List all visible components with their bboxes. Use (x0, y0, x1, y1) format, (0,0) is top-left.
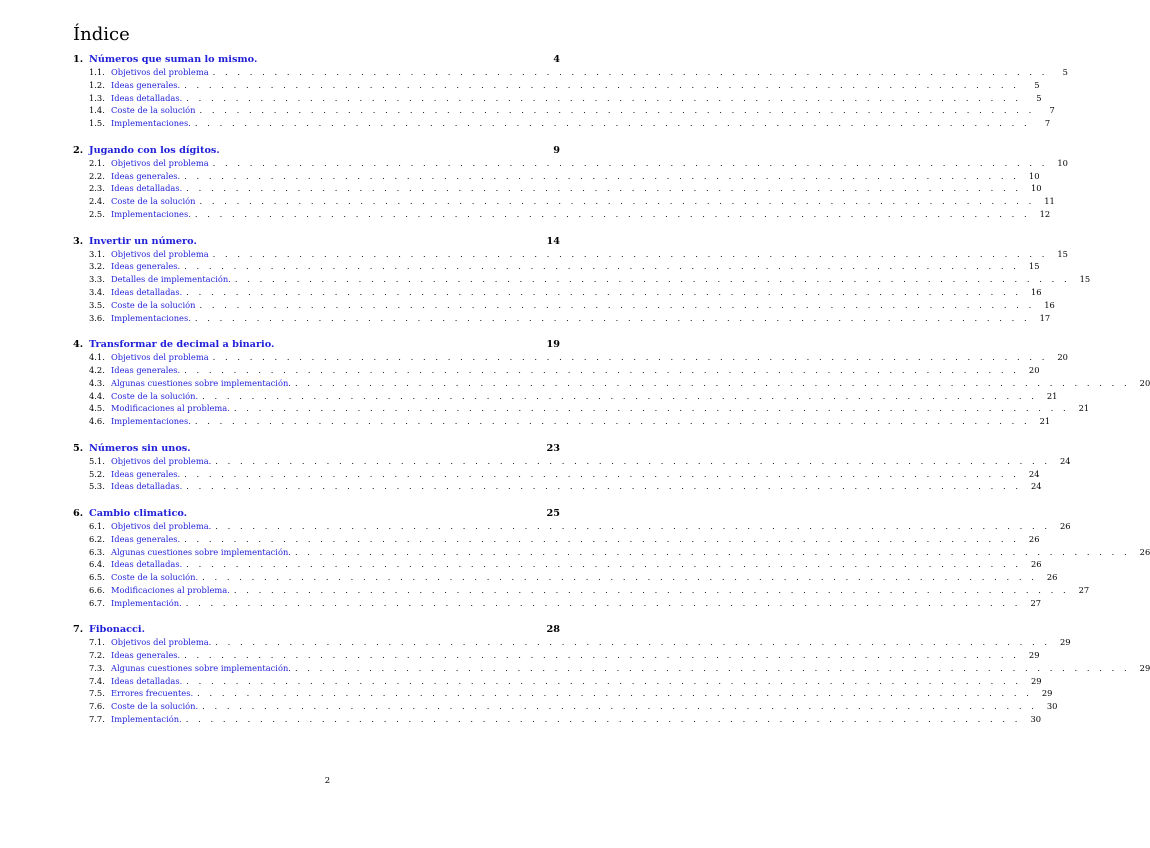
section-number: 2.1. (89, 157, 105, 168)
toc-chapter (73, 442, 1071, 493)
toc-section-entry[interactable] (73, 286, 1042, 299)
section-link[interactable]: Implementaciones. (111, 416, 191, 427)
section-number: 3.5. (89, 299, 105, 310)
chapter-link[interactable]: Invertir un número. (89, 235, 197, 247)
toc-section-entry[interactable] (73, 351, 1068, 364)
toc-section-entry[interactable] (73, 299, 1055, 312)
section-page-number: 5 (1062, 67, 1068, 77)
section-page-number: 10 (1028, 170, 1040, 181)
section-number: 7.2. (89, 650, 105, 661)
section-number: 3.3. (89, 274, 105, 285)
chapter-link[interactable]: Fibonacci. (89, 624, 145, 636)
dot-leader: . . . . . . . . . . . . . . . . . . . . . . . . . . . . . . . . . . . . . . . . . . . . . . . . . . . . . . . . . . . . . . . . . . . . (184, 79, 1020, 90)
toc-chapter (73, 507, 1150, 610)
chapter-page-number: 23 (546, 442, 560, 454)
section-link[interactable]: Algunas cuestiones sobre implementación. (111, 662, 291, 673)
section-number: 5.2. (89, 468, 105, 479)
section-link[interactable]: Objetivos del problema. (111, 520, 212, 531)
toc-section-entry[interactable] (73, 533, 1040, 546)
dot-leader: . . . . . . . . . . . . . . . . . . . . . . . . . . . . . . . . . . . . . . . . . . . . . . . . . . . . . . . . . . . . . . . . . . . . (199, 196, 1035, 207)
section-number: 7.4. (89, 675, 105, 686)
toc-chapter-entry[interactable] (73, 338, 560, 351)
toc-section-entry[interactable] (73, 558, 1042, 571)
dot-leader: . . . . . . . . . . . . . . . . . . . . . . . . . . . . . . . . . . . . . . . . . . . . . . . . . . . . . . . . . . . . . . . . . . . . (215, 520, 1051, 531)
chapter-page-number: 14 (546, 235, 560, 247)
section-number: 3.2. (89, 261, 105, 272)
section-page-number: 17 (1039, 312, 1051, 323)
chapter-number: 5. (73, 442, 84, 454)
toc-section-entry[interactable] (73, 364, 1040, 377)
toc-section-entry[interactable] (73, 377, 1150, 390)
section-page-number: 26 (1028, 533, 1040, 544)
section-number: 4.6. (89, 416, 105, 427)
table-of-contents (73, 53, 1150, 740)
chapter-link[interactable]: Transformar de decimal a binario. (89, 339, 275, 351)
section-link[interactable]: Algunas cuestiones sobre implementación. (111, 377, 291, 388)
toc-section-entry[interactable] (73, 675, 1042, 688)
section-number: 5.3. (89, 481, 105, 492)
section-link[interactable]: Implementaciones. (111, 312, 191, 323)
dot-leader: . . . . . . . . . . . . . . . . . . . . . . . . . . . . . . . . . . . . . . . . . . . . . . . . . . . . . . . . . . . . . . . . . . . . (215, 455, 1051, 466)
toc-section-entry[interactable] (73, 402, 1090, 415)
toc-chapter (73, 53, 1068, 130)
toc-section-entry[interactable] (73, 79, 1040, 92)
dot-leader: . . . . . . . . . . . . . . . . . . . . . . . . . . . . . . . . . . . . . . . . . . . . . . . . . . . . . . . . . . . . . . . . . . . . (184, 261, 1020, 272)
section-link[interactable]: Coste de la solución. (111, 701, 199, 712)
section-link[interactable]: Objetivos del problema (111, 352, 209, 363)
chapter-number: 3. (73, 235, 84, 247)
section-page-number: 24 (1060, 455, 1071, 466)
dot-leader: . . . . . . . . . . . . . . . . . . . . . . . . . . . . . . . . . . . . . . . . . . . . . . . . . . . . . . . . . . . . . . . . . . . . (185, 714, 1021, 725)
section-link[interactable]: Implementación. (111, 597, 182, 608)
toc-section-entry[interactable] (73, 117, 1051, 130)
dot-leader: . . . . . . . . . . . . . . . . . . . . . . . . . . . . . . . . . . . . . . . . . . . . . . . . . . . . . . . . . . . . . . . . . . . . (294, 377, 1131, 388)
section-page-number: 30 (1030, 714, 1041, 725)
section-link[interactable]: Implementaciones. (111, 208, 191, 219)
toc-section-entry[interactable] (73, 455, 1071, 468)
section-page-number: 10 (1030, 183, 1042, 194)
section-page-number: 21 (1039, 416, 1051, 427)
section-page-number: 7 (1044, 118, 1051, 129)
toc-section-entry[interactable] (73, 312, 1051, 325)
toc-section-entry[interactable] (73, 170, 1040, 183)
section-link[interactable]: Errores frecuentes. (111, 688, 194, 699)
section-number: 7.6. (89, 701, 105, 712)
section-number: 1.5. (89, 118, 105, 129)
section-number: 2.4. (89, 196, 105, 207)
dot-leader: . . . . . . . . . . . . . . . . . . . . . . . . . . . . . . . . . . . . . . . . . . . . . . . . . . . . . . . . . . . . . . . . . . . . (186, 675, 1022, 686)
dot-leader: . . . . . . . . . . . . . . . . . . . . . . . . . . . . . . . . . . . . . . . . . . . . . . . . . . . . . . . . . . . . . . . . . . . . (185, 597, 1021, 608)
section-page-number: 27 (1078, 584, 1090, 595)
dot-leader: . . . . . . . . . . . . . . . . . . . . . . . . . . . . . . . . . . . . . . . . . . . . . . . . . . . . . . . . . . . . . . . . . . . . (233, 403, 1070, 414)
section-link[interactable]: Ideas detalladas. (111, 183, 183, 194)
section-page-number: 21 (1046, 390, 1058, 401)
toc-section-entry[interactable] (73, 208, 1051, 221)
section-number: 4.2. (89, 364, 105, 375)
dot-leader: . . . . . . . . . . . . . . . . . . . . . . . . . . . . . . . . . . . . . . . . . . . . . . . . . . . . . . . . . . . . . . . . . . . . (215, 637, 1051, 648)
dot-leader: . . . . . . . . . . . . . . . . . . . . . . . . . . . . . . . . . . . . . . . . . . . . . . . . . . . . . . . . . . . . . . . . . . . . (184, 468, 1020, 479)
section-number: 1.2. (89, 79, 105, 90)
toc-section-entry[interactable] (73, 520, 1071, 533)
toc-section-entry[interactable] (73, 157, 1068, 170)
section-page-number: 10 (1057, 157, 1068, 168)
section-page-number: 24 (1030, 481, 1042, 492)
section-page-number: 29 (1041, 688, 1053, 699)
section-number: 4.4. (89, 390, 105, 401)
dot-leader: . . . . . . . . . . . . . . . . . . . . . . . . . . . . . . . . . . . . . . . . . . . . . . . . . . . . . . . . . . . . . . . . . . . . (202, 572, 1038, 583)
chapter-number: 2. (73, 144, 84, 156)
section-page-number: 20 (1028, 364, 1040, 375)
chapter-link[interactable]: Cambio climatico. (89, 507, 188, 519)
dot-leader: . . . . . . . . . . . . . . . . . . . . . . . . . . . . . . . . . . . . . . . . . . . . . . . . . . . . . . . . . . . . . . . . . . . . (186, 92, 1022, 103)
section-link[interactable]: Detalles de implementación. (111, 274, 231, 285)
toc-chapter-entry[interactable] (73, 507, 560, 520)
chapter-link[interactable]: Jugando con los dígitos. (89, 144, 220, 156)
chapter-number: 6. (73, 507, 84, 519)
section-page-number: 12 (1039, 208, 1051, 219)
section-number: 6.5. (89, 572, 105, 583)
toc-chapter-entry[interactable] (73, 144, 560, 157)
dot-leader: . . . . . . . . . . . . . . . . . . . . . . . . . . . . . . . . . . . . . . . . . . . . . . . . . . . . . . . . . . . . . . . . . . . . (184, 650, 1020, 661)
section-link[interactable]: Ideas generales. (111, 650, 181, 661)
page-title: Índice (73, 24, 130, 45)
section-page-number: 11 (1044, 196, 1055, 207)
section-number: 1.1. (89, 67, 105, 77)
section-page-number: 16 (1044, 299, 1055, 310)
dot-leader: . . . . . . . . . . . . . . . . . . . . . . . . . . . . . . . . . . . . . . . . . . . . . . . . . . . . . . . . . . . . . . . . . . . . (194, 118, 1031, 129)
section-number: 3.4. (89, 286, 105, 297)
dot-leader: . . . . . . . . . . . . . . . . . . . . . . . . . . . . . . . . . . . . . . . . . . . . . . . . . . . . . . . . . . . . . . . . . . . . (184, 364, 1020, 375)
section-number: 7.1. (89, 637, 105, 648)
section-page-number: 5 (1034, 79, 1040, 90)
section-link[interactable]: Ideas generales. (111, 170, 181, 181)
toc-section-entry[interactable] (73, 248, 1068, 261)
dot-leader: . . . . . . . . . . . . . . . . . . . . . . . . . . . . . . . . . . . . . . . . . . . . . . . . . . . . . . . . . . . . . . . . . . . . (186, 481, 1022, 492)
section-page-number: 29 (1139, 662, 1150, 673)
section-link[interactable]: Ideas generales. (111, 364, 181, 375)
toc-section-entry[interactable] (73, 687, 1053, 700)
section-page-number: 29 (1030, 675, 1042, 686)
section-number: 6.4. (89, 559, 105, 570)
section-link[interactable]: Ideas generales. (111, 79, 181, 90)
chapter-number: 4. (73, 339, 84, 351)
section-number: 1.3. (89, 92, 105, 103)
dot-leader: . . . . . . . . . . . . . . . . . . . . . . . . . . . . . . . . . . . . . . . . . . . . . . . . . . . . . . . . . . . . . . . . . . . . (294, 662, 1131, 673)
toc-section-entry[interactable] (73, 66, 1068, 79)
toc-chapter-entry[interactable] (73, 623, 560, 636)
toc-section-entry[interactable] (73, 195, 1055, 208)
dot-leader: . . . . . . . . . . . . . . . . . . . . . . . . . . . . . . . . . . . . . . . . . . . . . . . . . . . . . . . . . . . . . . . . . . . . (294, 546, 1131, 557)
toc-section-entry[interactable] (73, 273, 1091, 286)
dot-leader: . . . . . . . . . . . . . . . . . . . . . . . . . . . . . . . . . . . . . . . . . . . . . . . . . . . . . . . . . . . . . . . . . . . . (199, 105, 1035, 116)
dot-leader: . . . . . . . . . . . . . . . . . . . . . . . . . . . . . . . . . . . . . . . . . . . . . . . . . . . . . . . . . . . . . . . . . . . . (194, 312, 1031, 323)
section-page-number: 24 (1028, 468, 1040, 479)
section-link[interactable]: Coste de la solución. (111, 572, 199, 583)
section-link[interactable]: Ideas detalladas. (111, 286, 183, 297)
section-page-number: 27 (1030, 597, 1041, 608)
section-link[interactable]: Coste de la solución (111, 196, 196, 207)
section-page-number: 29 (1028, 650, 1040, 661)
chapter-link[interactable]: Números que suman lo mismo. (89, 54, 258, 65)
section-link[interactable]: Ideas generales. (111, 533, 181, 544)
chapter-page-number: 25 (546, 507, 560, 519)
section-number: 5.1. (89, 455, 105, 466)
toc-section-entry[interactable] (73, 260, 1040, 273)
section-link[interactable]: Coste de la solución (111, 105, 196, 116)
section-page-number: 7 (1049, 105, 1055, 116)
toc-chapter-entry[interactable] (73, 53, 560, 66)
section-page-number: 15 (1079, 274, 1091, 285)
dot-leader: . . . . . . . . . . . . . . . . . . . . . . . . . . . . . . . . . . . . . . . . . . . . . . . . . . . . . . . . . . . . . . . . . . . . (212, 248, 1048, 259)
dot-leader: . . . . . . . . . . . . . . . . . . . . . . . . . . . . . . . . . . . . . . . . . . . . . . . . . . . . . . . . . . . . . . . . . . . . (186, 183, 1022, 194)
section-number: 2.5. (89, 208, 105, 219)
section-link[interactable]: Coste de la solución. (111, 390, 199, 401)
chapter-link[interactable]: Números sin unos. (89, 442, 191, 454)
section-link[interactable]: Algunas cuestiones sobre implementación. (111, 546, 291, 557)
toc-chapter-entry[interactable] (73, 442, 560, 455)
section-link[interactable]: Implementación. (111, 714, 182, 725)
toc-section-entry[interactable] (73, 415, 1051, 428)
section-page-number: 29 (1060, 637, 1071, 648)
dot-leader: . . . . . . . . . . . . . . . . . . . . . . . . . . . . . . . . . . . . . . . . . . . . . . . . . . . . . . . . . . . . . . . . . . . . (212, 352, 1048, 363)
section-page-number: 26 (1030, 559, 1042, 570)
section-link[interactable]: Ideas detalladas. (111, 92, 183, 103)
dot-leader: . . . . . . . . . . . . . . . . . . . . . . . . . . . . . . . . . . . . . . . . . . . . . . . . . . . . . . . . . . . . . . . . . . . . (212, 67, 1048, 77)
dot-leader: . . . . . . . . . . . . . . . . . . . . . . . . . . . . . . . . . . . . . . . . . . . . . . . . . . . . . . . . . . . . . . . . . . . . (202, 701, 1038, 712)
toc-chapter-entry[interactable] (73, 235, 560, 248)
toc-chapter (73, 338, 1150, 428)
toc-section-entry[interactable] (73, 700, 1058, 713)
dot-leader: . . . . . . . . . . . . . . . . . . . . . . . . . . . . . . . . . . . . . . . . . . . . . . . . . . . . . . . . . . . . . . . . . . . . (184, 170, 1020, 181)
section-link[interactable]: Ideas generales. (111, 261, 181, 272)
chapter-number: 7. (73, 624, 84, 636)
section-number: 7.7. (89, 714, 105, 725)
dot-leader: . . . . . . . . . . . . . . . . . . . . . . . . . . . . . . . . . . . . . . . . . . . . . . . . . . . . . . . . . . . . . . . . . . . . (199, 299, 1035, 310)
toc-section-entry[interactable] (73, 584, 1090, 597)
toc-section-entry[interactable] (73, 468, 1040, 481)
section-page-number: 15 (1028, 261, 1040, 272)
section-page-number: 30 (1046, 701, 1058, 712)
toc-section-entry[interactable] (73, 597, 1041, 610)
toc-section-entry[interactable] (73, 104, 1055, 117)
section-page-number: 26 (1046, 572, 1058, 583)
dot-leader: . . . . . . . . . . . . . . . . . . . . . . . . . . . . . . . . . . . . . . . . . . . . . . . . . . . . . . . . . . . . . . . . . . . . (186, 559, 1022, 570)
section-page-number: 21 (1078, 403, 1090, 414)
section-link[interactable]: Objetivos del problema (111, 157, 209, 168)
toc-section-entry[interactable] (73, 636, 1071, 649)
dot-leader: . . . . . . . . . . . . . . . . . . . . . . . . . . . . . . . . . . . . . . . . . . . . . . . . . . . . . . . . . . . . . . . . . . . . (184, 533, 1020, 544)
section-number: 7.5. (89, 688, 105, 699)
toc-section-entry[interactable] (73, 546, 1150, 559)
dot-leader: . . . . . . . . . . . . . . . . . . . . . . . . . . . . . . . . . . . . . . . . . . . . . . . . . . . . . . . . . . . . . . . . . . . . (202, 390, 1038, 401)
section-link[interactable]: Ideas generales. (111, 468, 181, 479)
chapter-number: 1. (73, 54, 84, 65)
section-number: 6.3. (89, 546, 105, 557)
toc-section-entry[interactable] (73, 713, 1041, 726)
section-link[interactable]: Ideas detalladas. (111, 675, 183, 686)
toc-chapter (73, 144, 1068, 221)
dot-leader: . . . . . . . . . . . . . . . . . . . . . . . . . . . . . . . . . . . . . . . . . . . . . . . . . . . . . . . . . . . . . . . . . . . . (212, 157, 1048, 168)
section-page-number: 26 (1139, 546, 1150, 557)
toc-section-entry[interactable] (73, 571, 1058, 584)
section-number: 4.3. (89, 377, 105, 388)
toc-chapter (73, 623, 1150, 726)
section-page-number: 15 (1057, 248, 1068, 259)
dot-leader: . . . . . . . . . . . . . . . . . . . . . . . . . . . . . . . . . . . . . . . . . . . . . . . . . . . . . . . . . . . . . . . . . . . . (233, 584, 1070, 595)
toc-section-entry[interactable] (73, 92, 1042, 105)
dot-leader: . . . . . . . . . . . . . . . . . . . . . . . . . . . . . . . . . . . . . . . . . . . . . . . . . . . . . . . . . . . . . . . . . . . . (194, 416, 1031, 427)
section-link[interactable]: Objetivos del problema (111, 67, 209, 77)
dot-leader: . . . . . . . . . . . . . . . . . . . . . . . . . . . . . . . . . . . . . . . . . . . . . . . . . . . . . . . . . . . . . . . . . . . . (197, 688, 1033, 699)
toc-section-entry[interactable] (73, 649, 1040, 662)
section-number: 7.3. (89, 662, 105, 673)
chapter-page-number: 19 (546, 339, 560, 351)
section-number: 6.1. (89, 520, 105, 531)
chapter-page-number: 28 (546, 624, 560, 636)
section-number: 6.2. (89, 533, 105, 544)
section-page-number: 20 (1139, 377, 1150, 388)
section-number: 6.7. (89, 597, 105, 608)
section-link[interactable]: Implementaciones. (111, 118, 191, 129)
section-number: 2.2. (89, 170, 105, 181)
section-page-number: 16 (1030, 286, 1042, 297)
toc-section-entry[interactable] (73, 662, 1150, 675)
section-link[interactable]: Modificaciones al problema. (111, 584, 230, 595)
section-number: 3.1. (89, 248, 105, 259)
section-link[interactable]: Objetivos del problema (111, 248, 209, 259)
section-number: 1.4. (89, 105, 105, 116)
dot-leader: . . . . . . . . . . . . . . . . . . . . . . . . . . . . . . . . . . . . . . . . . . . . . . . . . . . . . . . . . . . . . . . . . . . . (234, 274, 1071, 285)
section-page-number: 26 (1060, 520, 1071, 531)
chapter-page-number: 9 (553, 144, 560, 156)
toc-section-entry[interactable] (73, 390, 1058, 403)
section-number: 3.6. (89, 312, 105, 323)
toc-chapter (73, 235, 1091, 325)
section-page-number: 20 (1057, 352, 1068, 363)
section-page-number: 5 (1036, 92, 1042, 103)
section-link[interactable]: Modificaciones al problema. (111, 403, 230, 414)
page-number: 2 (324, 776, 331, 786)
section-number: 4.1. (89, 352, 105, 363)
chapter-page-number: 4 (553, 54, 560, 65)
toc-section-entry[interactable] (73, 480, 1042, 493)
section-link[interactable]: Ideas detalladas. (111, 481, 183, 492)
section-link[interactable]: Coste de la solución (111, 299, 196, 310)
section-number: 2.3. (89, 183, 105, 194)
dot-leader: . . . . . . . . . . . . . . . . . . . . . . . . . . . . . . . . . . . . . . . . . . . . . . . . . . . . . . . . . . . . . . . . . . . . (194, 208, 1031, 219)
section-link[interactable]: Objetivos del problema. (111, 455, 212, 466)
toc-section-entry[interactable] (73, 182, 1042, 195)
section-number: 4.5. (89, 403, 105, 414)
dot-leader: . . . . . . . . . . . . . . . . . . . . . . . . . . . . . . . . . . . . . . . . . . . . . . . . . . . . . . . . . . . . . . . . . . . . (186, 286, 1022, 297)
section-number: 6.6. (89, 584, 105, 595)
section-link[interactable]: Ideas detalladas. (111, 559, 183, 570)
section-link[interactable]: Objetivos del problema. (111, 637, 212, 648)
